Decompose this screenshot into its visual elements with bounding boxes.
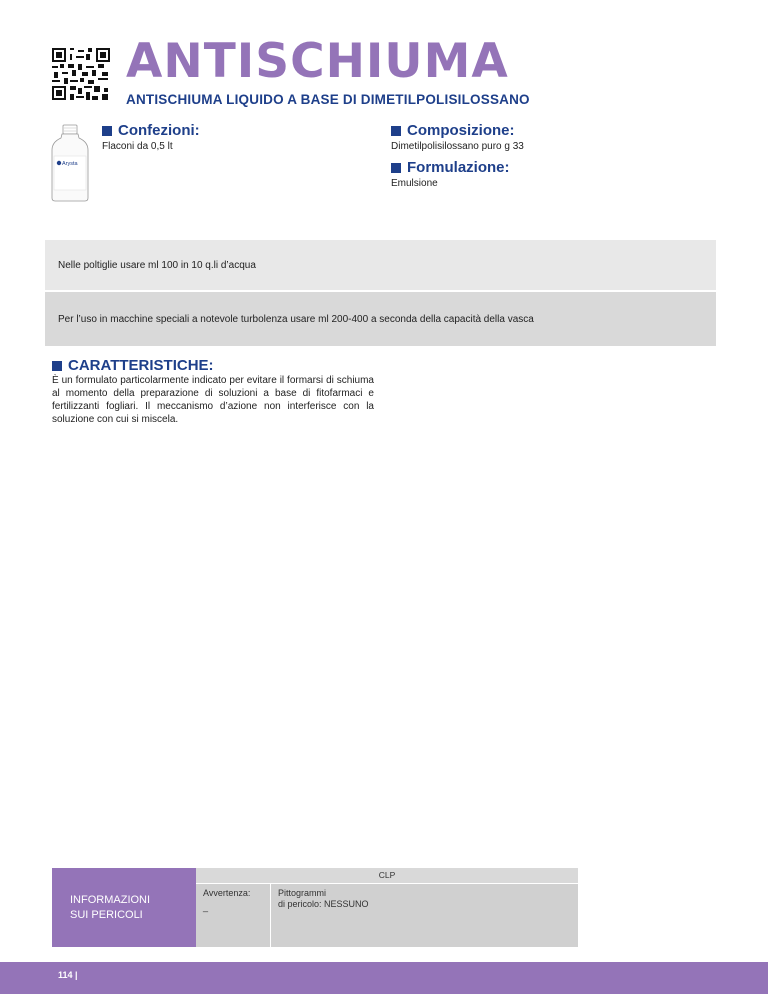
qr-code	[52, 48, 110, 100]
formulazione-heading: Formulazione:	[391, 159, 510, 176]
bottle-brand: Arysta	[62, 161, 78, 167]
clp-header: CLP	[196, 868, 578, 883]
pittogrammi-text: Pittogrammi di pericolo: NESSUNO	[278, 888, 369, 909]
footer-bar	[0, 962, 768, 994]
page-number: 114 |	[58, 970, 78, 980]
avvertenza-label: Avvertenza:	[203, 888, 251, 898]
confezioni-text: Flaconi da 0,5 lt	[102, 141, 173, 152]
bullet-square-icon	[102, 126, 112, 136]
composizione-heading: Composizione:	[391, 122, 515, 139]
clp-divider	[270, 884, 271, 947]
avvertenza-value: _	[203, 902, 209, 912]
confezioni-heading: Confezioni:	[102, 122, 200, 139]
product-title: ANTISCHIUMA	[126, 34, 509, 89]
product-subtitle: ANTISCHIUMA LIQUIDO A BASE DI DIMETILPOLISILOSSANO	[126, 92, 530, 107]
caratteristiche-text: È un formulato particolarmente indicato per evitare il formarsi di schiuma al momento della preparazione di soluzioni a base di fitofarmaci e fertilizzanti fogliari. Il meccanismo d’azione non interferisce con la soluzione con cui si miscela.	[52, 375, 374, 425]
hazard-info-label: INFORMAZIONI SUI PERICOLI	[52, 868, 196, 947]
bullet-square-icon	[52, 361, 62, 371]
dosage-row-1: Nelle poltiglie usare ml 100 in 10 q.li d’acqua	[45, 240, 716, 290]
bullet-square-icon	[391, 163, 401, 173]
formulazione-text: Emulsione	[391, 178, 438, 189]
dosage-row-2: Per l’uso in macchine speciali a notevole turbolenza usare ml 200-400 a seconda della capacità della vasca	[45, 292, 716, 346]
bottle-image	[50, 124, 90, 202]
bullet-square-icon	[391, 126, 401, 136]
caratteristiche-heading: CARATTERISTICHE:	[52, 357, 214, 374]
composizione-text: Dimetilpolisilossano puro g 33	[391, 141, 524, 152]
